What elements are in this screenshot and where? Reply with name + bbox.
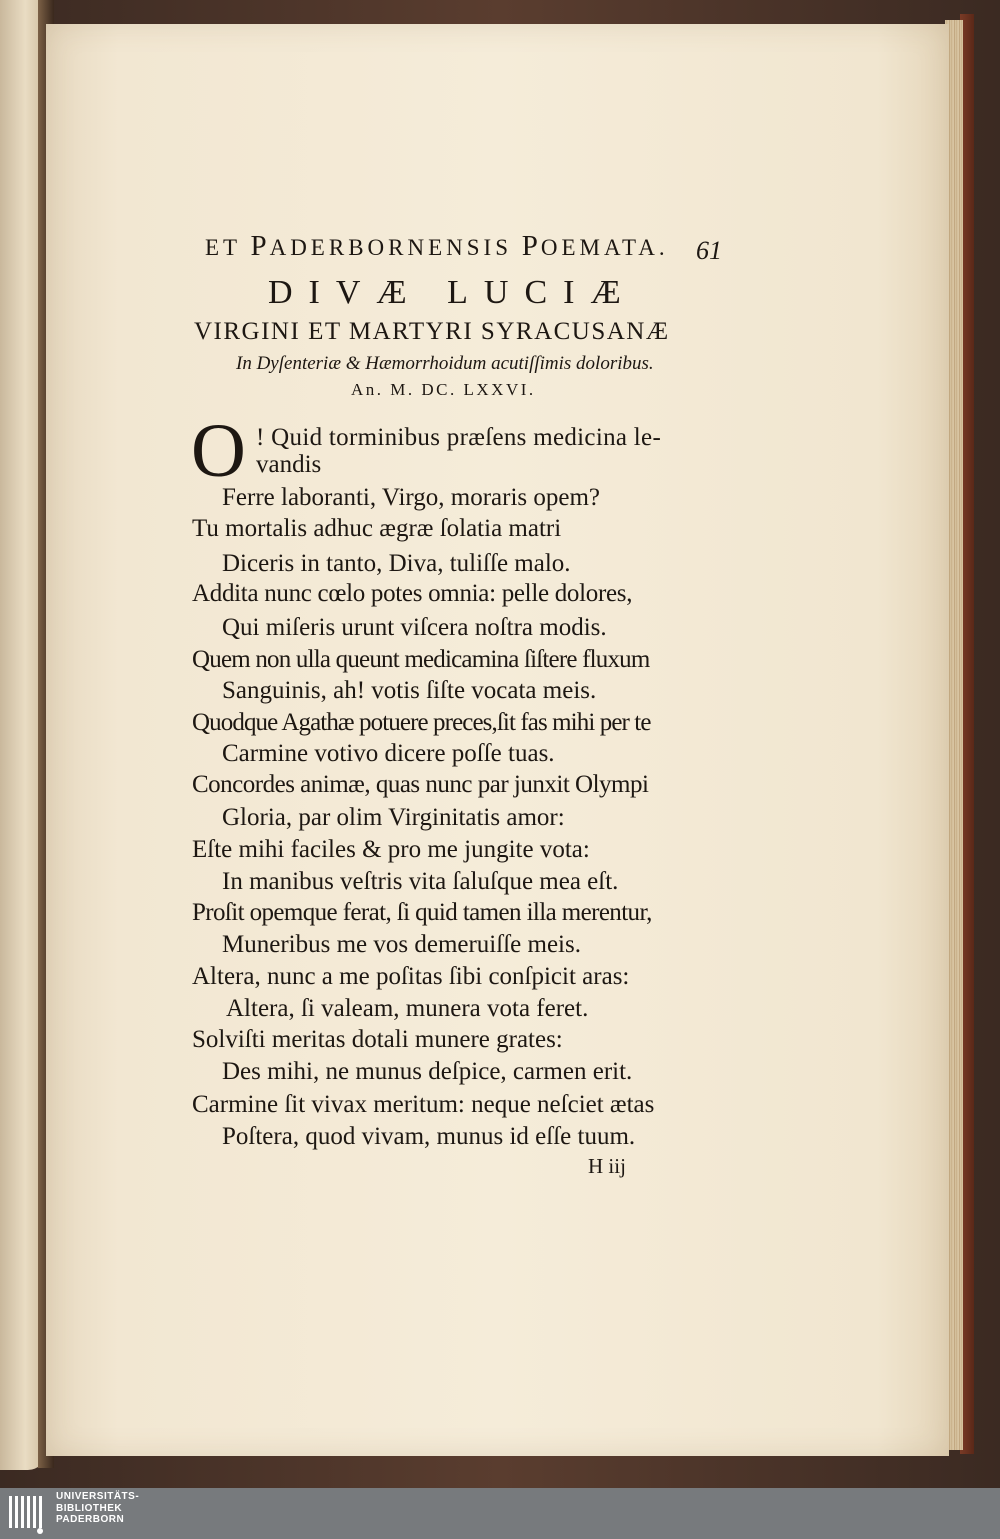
- verse-line: Des mihi, ne munus deſpice, carmen erit.: [222, 1058, 633, 1085]
- signature-mark: H iij: [588, 1154, 626, 1178]
- verse-line: Quem non ulla queunt medicamina ſiſtere fluxum: [192, 646, 650, 673]
- verse-line: Altera, nunc a me poſitas ſibi conſpicit aras:: [192, 963, 630, 990]
- library-logo-icon: [6, 1492, 50, 1536]
- poem-subtitle: VIRGINI ET MARTYRI SYRACUSANÆ: [194, 318, 670, 345]
- library-logo-text: UNIVERSITÄTS- BIBLIOTHEK PADERBORN: [56, 1491, 140, 1525]
- verse-line: Quodque Agathæ potuere preces,ſit fas mihi per te: [192, 709, 651, 736]
- verse-line: Qui miſeris urunt viſcera noſtra modis.: [222, 614, 607, 641]
- verse-line: Altera, ſi valeam, munera vota feret.: [226, 995, 589, 1022]
- poem-title: DIVÆ LUCIÆ: [268, 274, 637, 311]
- verse-line: Carmine ſit vivax meritum: neque neſciet ætas: [192, 1091, 655, 1118]
- verse-line: Ferre laboranti, Virgo, moraris opem?: [222, 484, 601, 511]
- running-head: ET PADERBORNENSIS POEMATA.: [205, 230, 669, 262]
- verse-line: In manibus veſtris vita ſaluſque mea eſt.: [222, 868, 619, 895]
- verse-line: Addita nunc cœlo potes omnia: pelle dolores,: [192, 580, 633, 607]
- verse-line: ! Quid torminibus præſens medicina le-: [256, 424, 662, 451]
- verse-line: Proſit opemque ferat, ſi quid tamen illa merentur,: [192, 899, 652, 926]
- drop-cap: O: [191, 409, 246, 493]
- verse-line: Solviſti meritas dotali munere grates:: [192, 1026, 563, 1053]
- verse-line: vandis: [256, 451, 322, 478]
- verse-line: Gloria, par olim Virginitatis amor:: [222, 804, 565, 831]
- verse-line: Poſtera, quod vivam, munus id eſſe tuum.: [222, 1123, 636, 1150]
- verse-line: Tu mortalis adhuc ægræ ſolatia matri: [192, 515, 562, 542]
- verse-line: Sanguinis, ah! votis ſiſte vocata meis.: [222, 677, 597, 704]
- verse-line: Eſte mihi faciles & pro me jungite vota:: [192, 836, 590, 863]
- verse-line: Muneribus me vos demeruiſſe meis.: [222, 931, 581, 958]
- verse-line: Carmine votivo dicere poſſe tuas.: [222, 740, 555, 767]
- poem-date: An. M. DC. LXXVI.: [351, 380, 536, 399]
- page-number: 61: [696, 236, 722, 265]
- poem-occasion: In Dyſenteriæ & Hæmorrhoidum acutiſſimis doloribus.: [236, 353, 654, 374]
- verse-line: Diceris in tanto, Diva, tuliſſe malo.: [222, 550, 571, 577]
- verse-line: Concordes animæ, quas nunc par junxit Olympi: [192, 771, 649, 798]
